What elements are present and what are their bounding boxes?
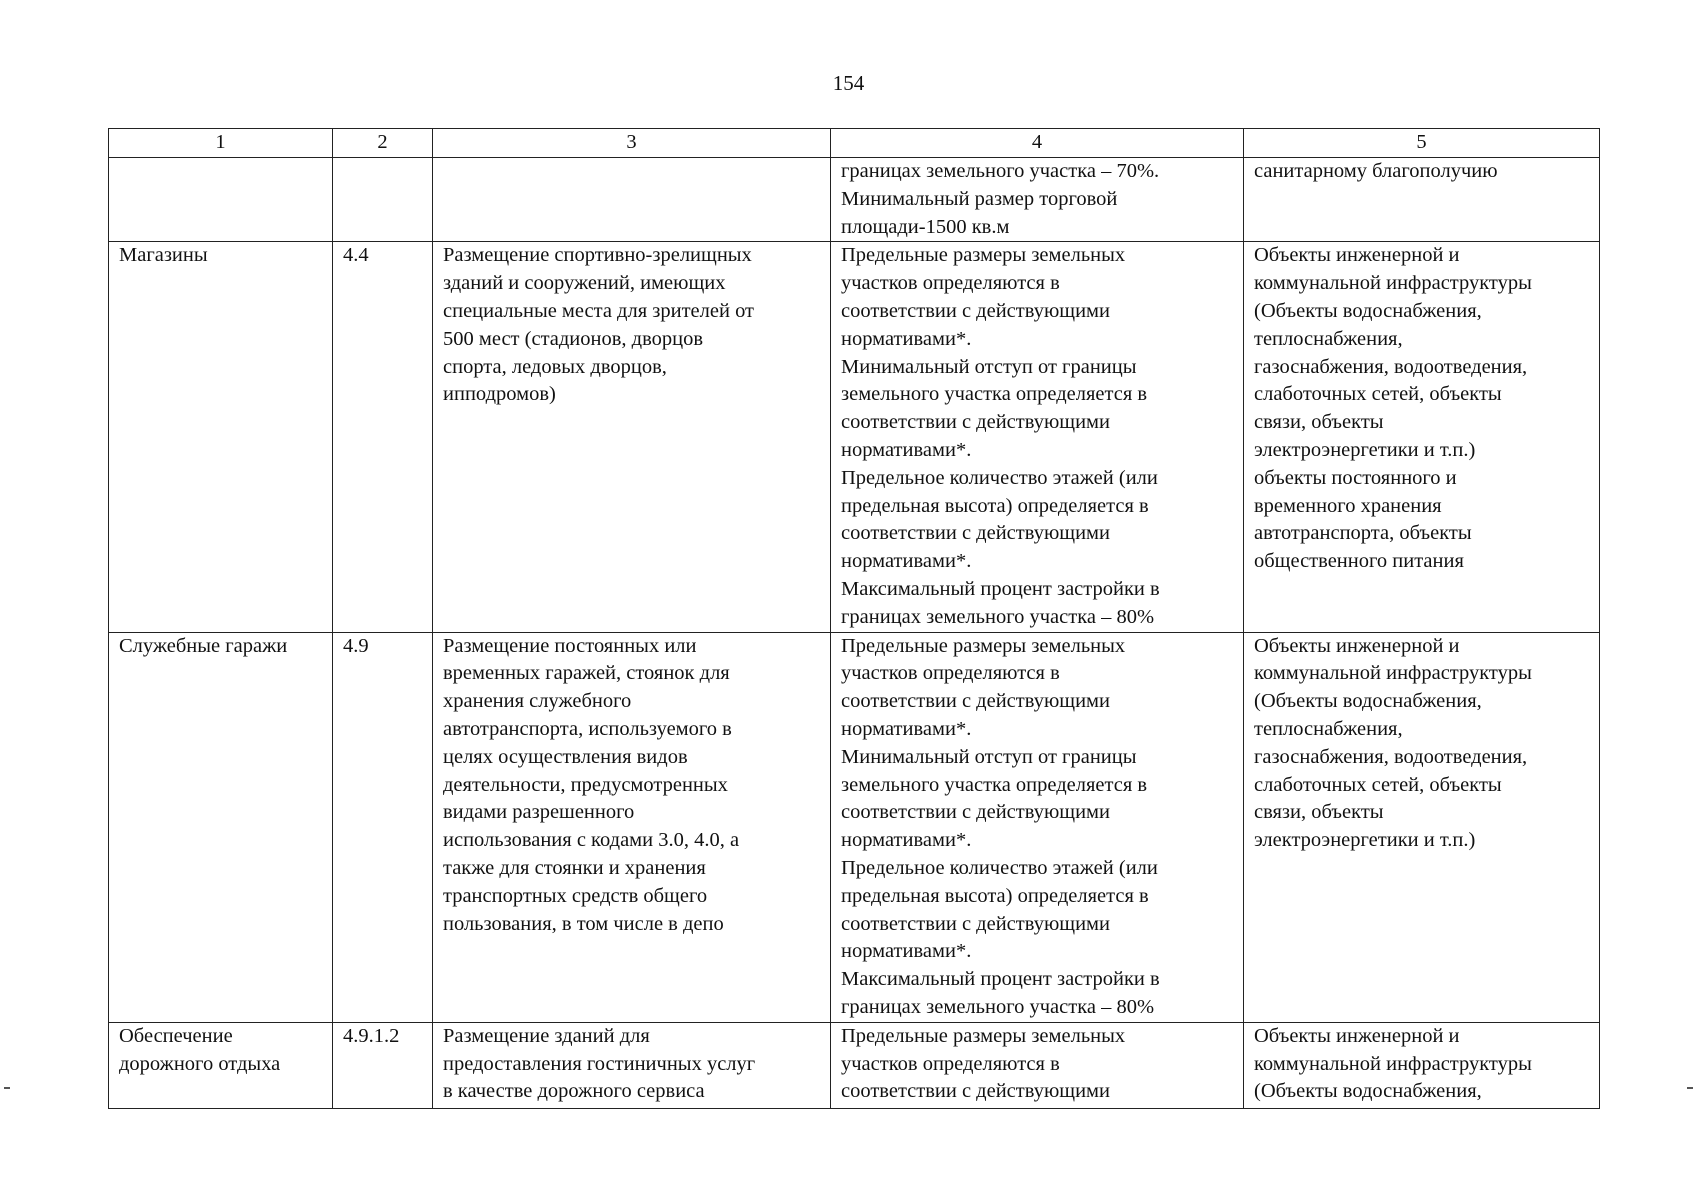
parameters-cell: границах земельного участка – 70%. Минимальный размер торговой площади-1500 кв.м bbox=[831, 158, 1244, 242]
table-row bbox=[109, 632, 1600, 1022]
table-row bbox=[109, 242, 1600, 632]
regulations-table bbox=[108, 128, 1600, 1109]
auxiliary-uses-cell: Объекты инженерной и коммунальной инфраструктуры (Объекты водоснабжения, теплоснабжения, газоснабжения, водоотведения, слаботочных сетей, объекты связи, объекты электроэнергетики и т.п.) объекты постоянного и временного хранения автотранспорта, объекты общественного питания bbox=[1244, 242, 1600, 632]
use-name-cell: Обеспечение дорожного отдыха bbox=[109, 1022, 333, 1108]
auxiliary-uses-cell: Объекты инженерной и коммунальной инфраструктуры (Объекты водоснабжения, теплоснабжения, газоснабжения, водоотведения, слаботочных сетей, объекты связи, объекты электроэнергетики и т.п.) bbox=[1244, 632, 1600, 1022]
use-description-cell bbox=[433, 158, 831, 242]
parameters-cell: Предельные размеры земельных участков определяются в соответствии с действующими нормативами*. Минимальный отступ от границы земельного участка определяется в соответствии с действующими нормативами*. Предельное количество этажей (или предельная высота) определяется в соответствии с действующими нормативами*. Максимальный процент застройки в границах земельного участка – 80% bbox=[831, 242, 1244, 632]
use-code-cell: 4.9 bbox=[333, 632, 433, 1022]
left-edge-mark bbox=[4, 1087, 10, 1089]
use-name-cell: Магазины bbox=[109, 242, 333, 632]
column-header-5: 5 bbox=[1244, 129, 1600, 158]
page-number: 154 bbox=[832, 71, 865, 95]
column-header-1: 1 bbox=[109, 129, 333, 158]
use-code-cell: 4.9.1.2 bbox=[333, 1022, 433, 1108]
use-description-cell: Размещение зданий для предоставления гостиничных услуг в качестве дорожного сервиса bbox=[433, 1022, 831, 1108]
right-edge-mark bbox=[1687, 1087, 1693, 1089]
auxiliary-uses-cell: санитарному благополучию bbox=[1244, 158, 1600, 242]
column-header-4: 4 bbox=[831, 129, 1244, 158]
use-name-cell: Служебные гаражи bbox=[109, 632, 333, 1022]
parameters-cell: Предельные размеры земельных участков определяются в соответствии с действующими нормативами*. Минимальный отступ от границы земельного участка определяется в соответствии с действующими нормативами*. Предельное количество этажей (или предельная высота) определяется в соответствии с действующими нормативами*. Максимальный процент застройки в границах земельного участка – 80% bbox=[831, 632, 1244, 1022]
use-name-cell bbox=[109, 158, 333, 242]
use-description-cell: Размещение спортивно-зрелищных зданий и сооружений, имеющих специальные места для зрителей от 500 мест (стадионов, дворцов спорта, ледовых дворцов, ипподромов) bbox=[433, 242, 831, 632]
column-header-3: 3 bbox=[433, 129, 831, 158]
header-row bbox=[109, 129, 1600, 158]
table-row bbox=[109, 158, 1600, 242]
use-description-cell: Размещение постоянных или временных гаражей, стоянок для хранения служебного автотранспорта, используемого в целях осуществления видов деятельности, предусмотренных видами разрешенного использования с кодами 3.0, 4.0, а также для стоянки и хранения транспортных средств общего пользования, в том числе в депо bbox=[433, 632, 831, 1022]
column-header-2: 2 bbox=[333, 129, 433, 158]
use-code-cell: 4.4 bbox=[333, 242, 433, 632]
parameters-cell: Предельные размеры земельных участков определяются в соответствии с действующими bbox=[831, 1022, 1244, 1108]
auxiliary-uses-cell: Объекты инженерной и коммунальной инфраструктуры (Объекты водоснабжения, bbox=[1244, 1022, 1600, 1108]
use-code-cell bbox=[333, 158, 433, 242]
table-row bbox=[109, 1022, 1600, 1108]
